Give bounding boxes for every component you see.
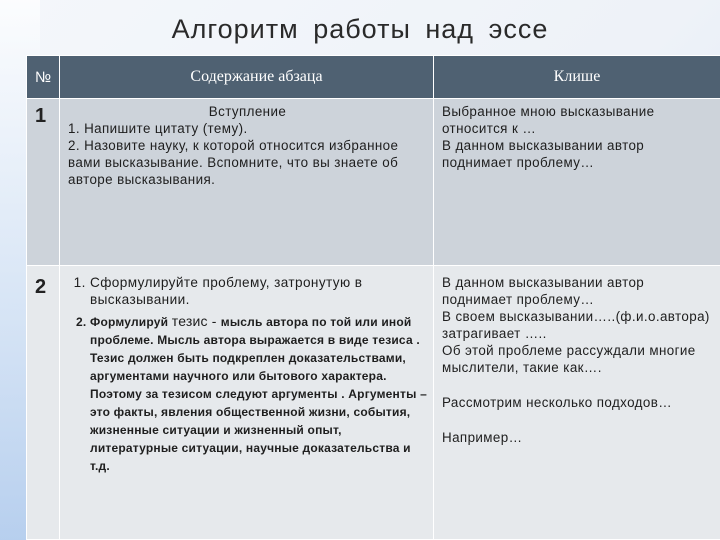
cliche-line: Рассмотрим несколько подходов… [442, 395, 673, 410]
row-cliche [434, 99, 720, 266]
item-rest: мысль автора по той или иной проблеме. Мысль автора выражается в виде тезиса . Тезис должен быть подкреплен доказательствами, аргументами научного или бытового характера. Поэтому за тезисом следуют аргументы . Аргументы – это факты, явления общественной жизни, события, жизненные ситуации и жизненный опыт, литературные ситуации, научные доказательства и т.д. [90, 315, 427, 473]
content-line: 2. Назовите науку, к которой относится избранное вами высказывание. Вспомните, что вы знаете об авторе высказывания. [68, 138, 399, 187]
header-number: № [27, 56, 60, 99]
steps-list [68, 274, 427, 475]
row-content [60, 99, 434, 266]
essay-algorithm-table [26, 55, 720, 540]
cliche-line: Об этой проблеме рассуждали многие мыслители, такие как…. [442, 343, 696, 375]
table-header-row [27, 56, 720, 99]
table-row [27, 266, 720, 540]
row-number: 1 [27, 99, 60, 266]
row-number: 2 [27, 266, 60, 540]
row-cliche [434, 266, 720, 540]
page-title: Алгоритм работы над эссе [171, 14, 549, 44]
header-content: Содержание абзаца [60, 56, 434, 99]
table-row [27, 99, 720, 266]
content-line: 1. Напишите цитату (тему). [68, 121, 248, 136]
cliche-line: Выбранное мною высказывание относится к … [442, 104, 655, 136]
item-lead: Формулируй [90, 315, 172, 329]
cliche-line: В данном высказывании автор поднимает проблему… [442, 138, 645, 170]
intro-heading: Вступление [208, 104, 287, 119]
cliche-line: В данном высказывании автор поднимает проблему… [442, 275, 645, 307]
cliche-line: Например… [442, 430, 523, 445]
list-item: 1. Сформулируйте проблему, затронутую в высказывании. [90, 274, 427, 308]
cliche-line: В своем высказывании…..(ф.и.о.автора) затрагивает ….. [442, 309, 710, 341]
list-item [90, 312, 427, 475]
header-cliche: Клише [434, 56, 720, 99]
item-thesis: тезис - [171, 313, 221, 329]
row-content [60, 266, 434, 540]
